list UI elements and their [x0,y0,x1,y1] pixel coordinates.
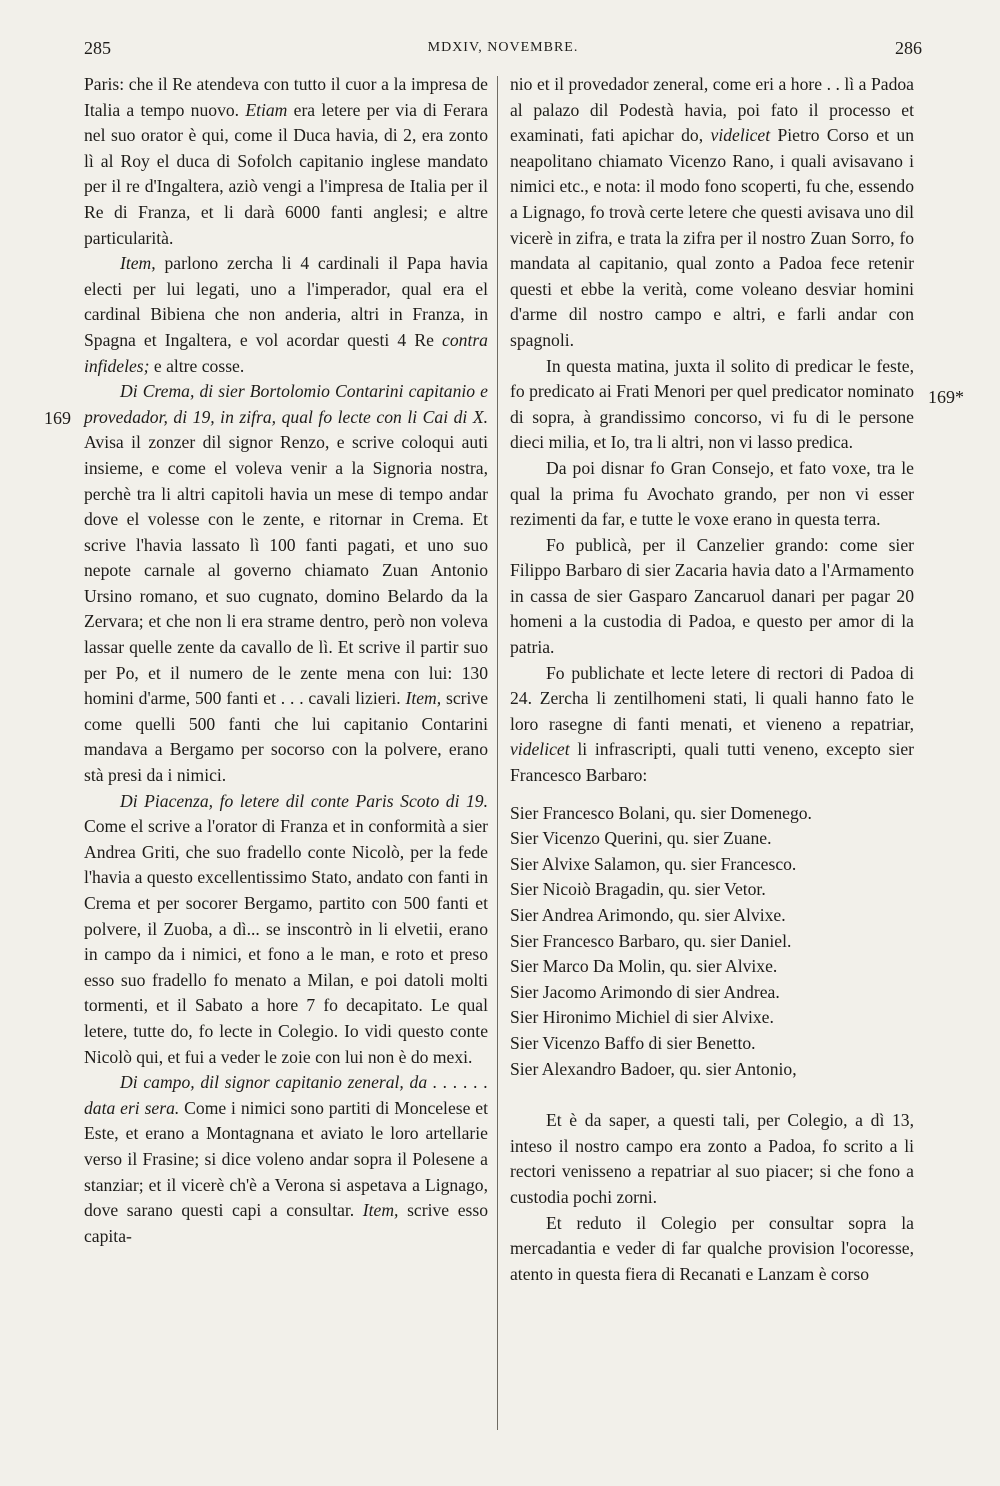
list-item: Sier Alvixe Salamon, qu. sier Francesco. [510,853,797,874]
paragraph: Et reduto il Colegio per consultar sopra la mercadantia e veder di far qualche provision l'ocoresse, atento in questa fiera di Recanati e Lanzam è corso [510,1212,914,1284]
list-item: Sier Jacomo Arimondo di sier Andrea. [510,981,780,1002]
text: Avisa il zonzer dil signor Renzo, e scrive coloqui auti insieme, e come el voleva venir a la Signoria nostra, perchè tra li altri capitoli havia un mese di tempo andar dove el volesse con le zente, e ritornar in Crema. Et scrive l'havia lassato lì 100 fanti pagati, et uno suo nepote carnale al governo chiamato Zuan Antonio Ursino romano, et suo cugnato, domino Belardo da la Zervara; et che non li era strame dentro, però non voleva lassar quelle zente da cavallo de lì. Et scrive il partir suo per Po, et il numero de le zente mena con lui: 130 homini d'arme, 500 fanti et . . . cavali lizieri. [84,432,488,709]
italic-heading: Di campo, dil signor capitanio zeneral, da . . . . . . data eri sera. [84,1072,488,1118]
names-list [510,801,914,1083]
text: nio et il provedador zeneral, come eri a hore . . lì a Padoa al palazo dil Podestà havia, poi fato il processo et examinati, fati apichar do, [510,74,914,146]
paragraph [84,789,488,1071]
text: parlono zercha li 4 cardinali il Papa havia electi per lui legati, uno a l'imperador, qual era el cardinal Bibiena che non anderia, altri in Franza, in Spagna et Ingaltera, e vol acordar questi 4 Re [84,253,488,350]
list-item: Sier Vicenzo Baffo di sier Benetto. [510,1032,756,1053]
paragraph [84,379,488,789]
right-column [510,72,914,1287]
paragraph [510,72,914,354]
italic-text: videlicet [710,125,771,146]
italic-text: Etiam [245,99,288,120]
text: era letere per via di Ferara nel suo orator è qui, come il Duca havia, di 2, era zonto lì al Roy el duca di Sofolch capitanio inglese mandato per il re d'Ingaltera, aziò vengi a l'impresa de Italia per il Re di Franza, et li darà 6000 fanti anglesi; e altre particularità. [84,99,489,248]
margin-number-right: 169* [928,387,964,407]
list-item: Sier Francesco Bolani, qu. sier Domenego. [510,802,812,823]
italic-text: Item, [120,253,156,274]
text: scrive come quelli 500 fanti che lui capitanio Contarini mandava a Bergamo per socorso con la polvere, erano stà presi da i nimici. [84,688,489,786]
paragraph [84,251,488,379]
margin-number-left: 169 [44,408,71,428]
page-header [84,38,922,66]
paragraph: In questa matina, juxta il solito di predicar le feste, fo predicato ai Frati Menori per quel predicator nominato di sopra, à grandissimo concorso, vi fu di le persone dieci milia, et Io, tra li altri, non vi lasso predica. [510,355,914,453]
paragraph [510,661,914,789]
list-item: Sier Hironimo Michiel di sier Alvixe. [510,1007,774,1028]
list-item: Sier Francesco Barbaro, qu. sier Daniel. [510,930,792,951]
italic-heading: Di Piacenza, fo letere dil conte Paris Scoto di 19. [120,790,488,811]
paragraph [84,72,488,251]
page-number-left: 285 [84,38,111,58]
list-item: Sier Nicoiò Bragadin, qu. sier Vetor. [510,879,766,900]
paragraph: Da poi disnar fo Gran Consejo, et fato voxe, tra le qual la prima fu Avochato grando, per non vi esser rezimenti da far, e tutte le voxe erano in questa terra. [510,457,914,530]
column-divider [497,76,498,1430]
italic-heading: Di Crema, di sier Bortolomio Contarini capitanio e provedador, di 19, in zifra, qual fo lecte con li Cai di X. [84,381,488,427]
text: Paris: che il Re atendeva con tutto il cuor a la impresa de Italia a tempo nuovo. [84,74,488,120]
text: Fo publichate et lecte letere di rectori di Padoa di 24. Zercha li zentilhomeni stati, li quali hanno fato le loro rasegne di fanti menati, et vieneno a repatriar, [510,662,914,734]
text: Come el scrive a l'orator di Franza et in conformità a sier Andrea Griti, che suo fradello conte Nicolò, per la fede l'havia a questo excellentissimo Stato, andato con fanti in Crema et per socorer Bergamo, partito con 500 fanti et polvere, il Zuoba, a dì... se inscontrò in li elvetii, erano in campo da i nimici, et fono a le man, e roto et preso esso suo fradello fo menato a Milan, e poi datoli molti tormenti, et il Sabato a hore 7 fo decapitato. Le qual letere, tutte do, fo lecte in Colegio. Io vidi questo conte Nicolò qui, et fui a veder le zoie con lui non è do mexi. [84,816,488,1067]
italic-text: contra infideles; [84,329,488,376]
text: Pietro Corso et un neapolitano chiamato Vicenzo Rano, i quali avisavano i nimici etc., e nota: il modo fono scoperti, fu che, essendo a Lignago, fo trovà certe letere che questi avisava uno dil vicerè in zifra, e trata la zifra per il nostro Zuan Sorro, fo mandata al capitanio, qual zonto a Padoa fece retenir questi et ebbe la verità, come voleano desviar homini d'arme dil nostro campo e altri, e farli andar con spagnoli. [510,125,914,350]
left-column [84,72,488,1249]
list-item: Sier Andrea Arimondo, qu. sier Alvixe. [510,905,786,925]
text: scrive esso capita- [84,1200,488,1246]
text: e altre cosse. [153,355,245,376]
text: li infrascripti, quali tutti veneno, excepto sier Francesco Barbaro: [510,739,914,786]
paragraph: Et è da saper, a questi tali, per Colegio, a dì 13, inteso il nostro campo era zonto a Padoa, fo scrito a li rectori venisseno a repatriar al suo piacer; si che fono a custodia pochi zorni. [510,1110,914,1207]
italic-text: Item, [362,1200,399,1221]
text: Come i nimici sono partiti di Moncelese et Este, et erano a Montagnana et aviato le loro artellarie verso il Frasine; si dice voleno andar sopra il Polesene a stanziar; et il vicerè ch'è a Verona si aspetava a Lignago, dove sarano questi capi a consultar. [84,1097,488,1221]
italic-text: Item, [405,688,442,709]
paragraph: Fo publicà, per il Canzelier grando: come sier Filippo Barbaro di sier Zacaria havia dato a l'Armamento in cassa de sier Gasparo Zancaruol danari per pagar 20 homeni a la custodia di Padoa, e questo per amor di la patria. [510,534,914,658]
list-item: Sier Vicenzo Querini, qu. sier Zuane. [510,828,772,849]
page-number-right: 286 [895,38,922,58]
list-item: Sier Marco Da Molin, qu. sier Alvixe. [510,956,778,977]
italic-text: videlicet [510,739,570,760]
paragraph [84,1070,488,1249]
running-title: MDXIV, NOVEMBRE. [427,40,579,55]
list-item: Sier Alexandro Badoer, qu. sier Antonio, [510,1058,797,1079]
